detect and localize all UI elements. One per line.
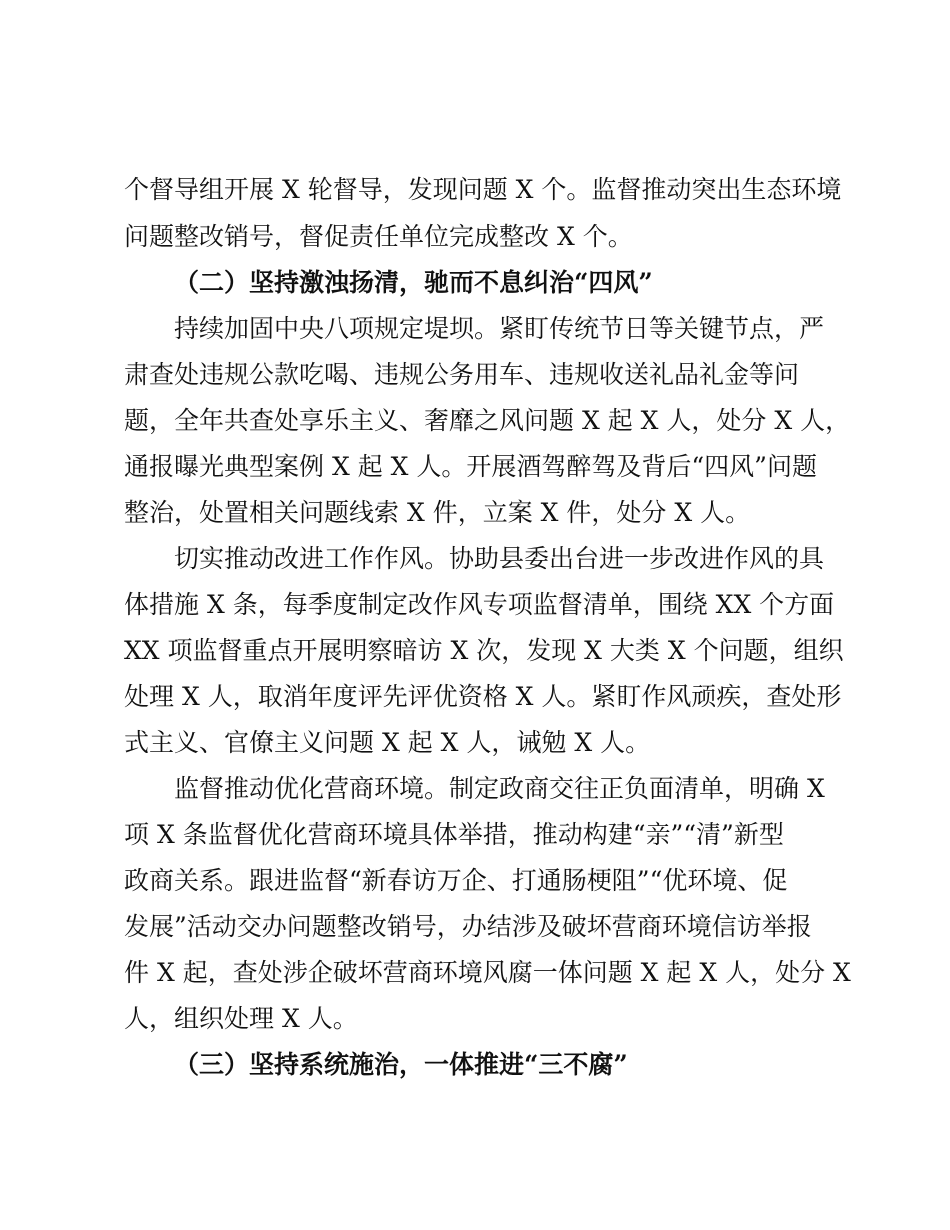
body-line: 监督推动优化营商环境。制定政商交往正负面清单，明确 X [174, 774, 825, 803]
body-line: 问题整改销号，督促责任单位完成整改 X 个。 [124, 222, 633, 251]
body-line: 人，组织处理 X 人。 [124, 1004, 358, 1033]
body-line: XX 项监督重点开展明察暗访 X 次，发现 X 大类 X 个问题，组织 [124, 636, 844, 665]
body-line: 持续加固中央八项规定堤坝。紧盯传统节日等关键节点，严 [174, 314, 825, 343]
section-heading-3: （三）坚持系统施治，一体推进“三不腐” [174, 1050, 628, 1079]
body-line: 处理 X 人，取消年度评先评优资格 X 人。紧盯作风顽疾，查处形 [124, 682, 842, 711]
body-line: 项 X 条监督优化营商环境具体举措，推动构建“亲”“清”新型 [124, 820, 784, 849]
section-heading-2: （二）坚持激浊扬清，驰而不息纠治“四风” [174, 268, 653, 297]
body-line: 发展”活动交办问题整改销号，办结涉及破坏营商环境信访举报 [124, 912, 812, 941]
body-line: 件 X 起，查处涉企破坏营商环境风腐一体问题 X 起 X 人，处分 X [124, 958, 851, 987]
body-line: 政商关系。跟进监督“新春访万企、打通肠梗阻”“优环境、促 [124, 866, 788, 895]
body-line: 题，全年共查处享乐主义、奢靡之风问题 X 起 X 人，处分 X 人， [124, 406, 851, 435]
body-line: 整治，处置相关问题线索 X 件，立案 X 件，处分 X 人。 [124, 498, 751, 527]
body-line: 肃查处违规公款吃喝、违规公务用车、违规收送礼品礼金等问 [124, 360, 800, 389]
body-line: 式主义、官僚主义问题 X 起 X 人，诫勉 X 人。 [124, 728, 651, 757]
body-line: 切实推动改进工作作风。协助县委出台进一步改进作风的具 [174, 544, 825, 573]
body-line: 通报曝光典型案例 X 起 X 人。开展酒驾醉驾及背后“四风”问题 [124, 452, 817, 481]
body-line: 个督导组开展 X 轮督导，发现问题 X 个。监督推动突出生态环境 [124, 175, 842, 204]
body-line: 体措施 X 条，每季度制定改作风专项监督清单，围绕 XX 个方面 [124, 590, 835, 619]
